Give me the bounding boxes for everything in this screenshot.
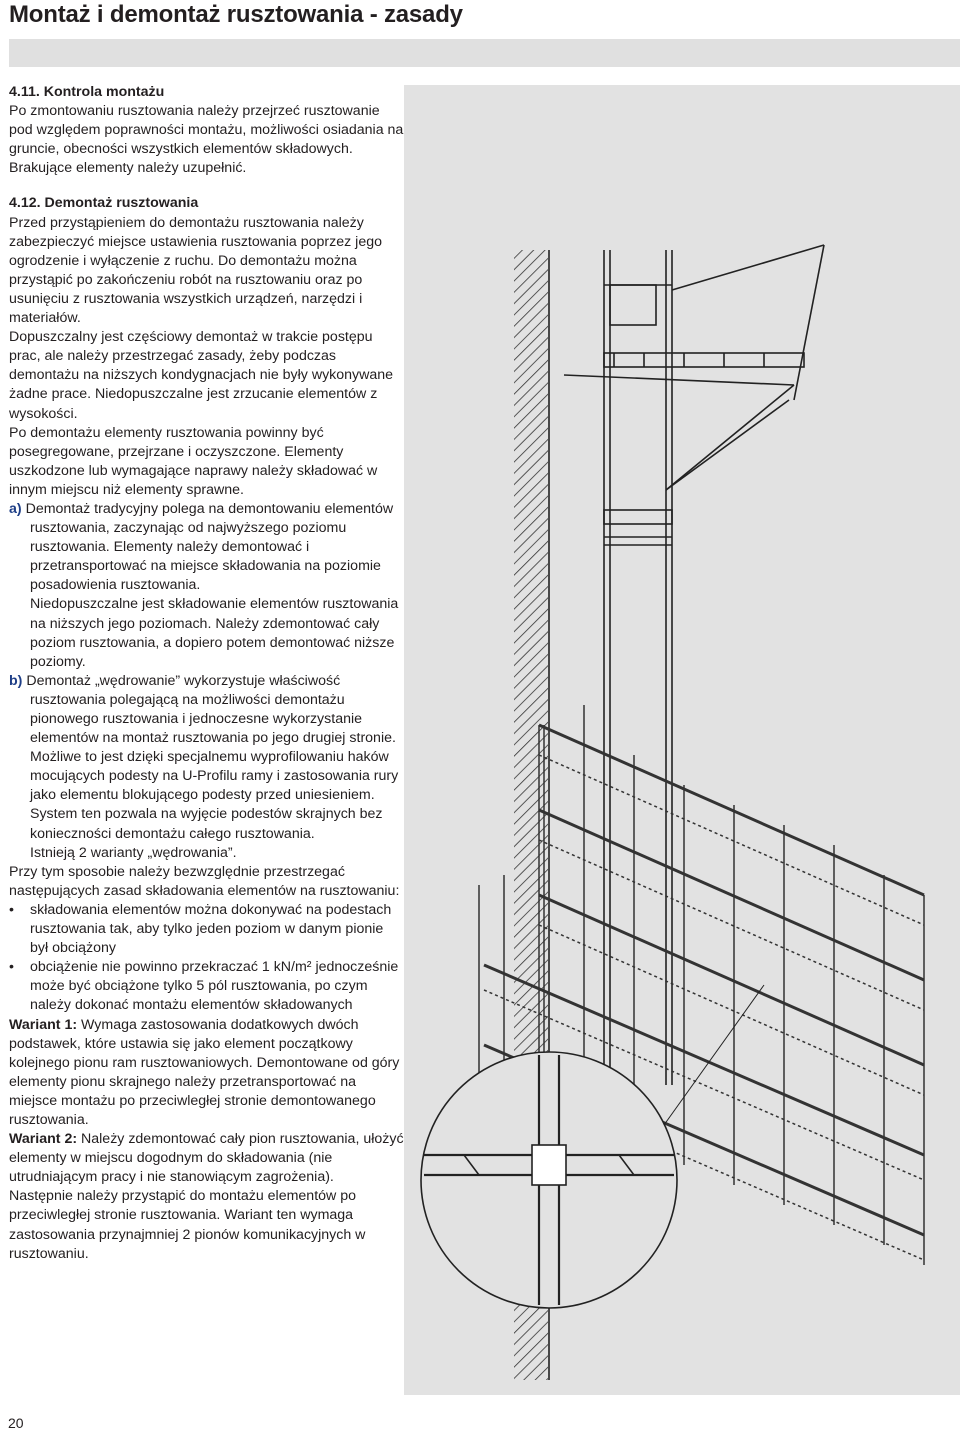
paragraph: Dopuszczalny jest częściowy demontaż w trakcie postępu prac, ale należy przestrzegać zasady, żeby podczas demontażu na niższych kondygnacjach nie były wykonywane żadne prace. Niedopuszczalne jest zrzucanie elementów z wysokości.: [9, 329, 394, 422]
text-column: [9, 83, 404, 1264]
item-label: b): [9, 672, 23, 689]
list-item-b: [9, 672, 404, 844]
variant-1: Wariant 1: Wymaga zastosowania dodatkowych dwóch podstawek, które ustawia się jako element początkowy kolejnego pionu ram rusztowaniowych. Demontowane od góry elementy pionu skrajnego należy przetransportować na miejsce montażu po przeciwległej stronie demontowanego rusztowania.: [9, 1016, 400, 1128]
paragraph: Przed przystąpieniem do demontażu rusztowania należy zabezpieczyć miejsce ustawienia rusztowania poprzez jego ogrodzenie i wyłączenie z ruchu. Do demontażu można przystąpić po zakończeniu robót na rusztowaniu oraz po usunięciu z rusztowania wszystkich urządzeń, narzędzi i materiałów.: [9, 214, 383, 327]
item-a-continuation: Niedopuszczalne jest składowanie elementów rusztowania na niższych jego poziomach. Należy zdemontować cały poziom rusztowania, a dopiero potem demontować niższe poziomy.: [30, 596, 399, 670]
paragraph: Następnie należy przystąpić do montażu elementów po przeciwległej stronie rusztowania. Wariant ten wymaga zastosowania przynajmniej 2 pionów komunikacyjnych w rusztowaniu.: [9, 1188, 366, 1262]
bullet-icon: •: [9, 959, 14, 976]
section-heading: 4.11. Kontrola montażu: [9, 84, 165, 100]
page-number: 20: [8, 1415, 24, 1431]
coupler-detail-drawing: [421, 985, 764, 1308]
technical-drawings: [404, 85, 960, 1395]
variant-2: Wariant 2: Należy zdemontować cały pion rusztowania, ułożyć elementy w miejscu dogodnym do składowania (nie utrudniającym pracy i nie stanowiącym zagrożenia).: [9, 1131, 404, 1186]
item-b-continuation: Istnieją 2 warianty „wędrowania”.: [30, 844, 237, 861]
variant-label: Wariant 1:: [9, 1016, 78, 1033]
item-text: Demontaż tradycyjny polega na demontowaniu elementów rusztowania, zaczynając od najwyższego poziomu rusztowania. Elementy należy demontować i przetransportować na miejsce składowania na poziomie posadowienia rusztowania.: [25, 500, 394, 594]
item-text: Demontaż „wędrowanie” wykorzystuje właściwość rusztowania polegającą na możliwości demontażu pionowego rusztowania i jednoczesne wykorzystanie elementów na montaż rusztowania po jego drugiej stronie. Możliwe to jest dzięki specjalnemu wyprofilowaniu haków mocujących podesty na U-Profilu ramy i zastosowania rury jako elementu blokującego podesty przed uniesieniem. System ten pozwala na wyjęcie podestów skrajnych bez konieczności demontażu całego rusztowania.: [26, 672, 399, 842]
bullet-item: • składowania elementów można dokonywać na podestach rusztowania tak, aby tylko jeden poziom w danym pionie był obciążony: [9, 901, 392, 957]
bullet-item: • obciążenie nie powinno przekraczać 1 kN/m² jednocześnie może być obciążone tylko 5 pól rusztowania, po czym należy dokonać montażu elementów składowanych: [9, 959, 399, 1014]
storage-intro: Przy tym sposobie należy bezwzględnie przestrzegać następujących zasad składowania elementów na rusztowaniu:: [9, 863, 400, 899]
item-label: a): [9, 500, 22, 517]
bullet-icon: •: [9, 901, 14, 918]
paragraph: Po demontażu elementy rusztowania powinny być posegregowane, przejrzane i oczyszczone. Elementy uszkodzone lub wymagające naprawy należy składować w innym miejscu niż elementy sprawne.: [9, 424, 378, 498]
list-item-a: [9, 500, 404, 595]
header-band: [9, 39, 960, 67]
variant-label: Wariant 2:: [9, 1131, 78, 1148]
page-title: Montaż i demontaż rusztowania - zasady: [9, 1, 463, 28]
section-heading: 4.12. Demontaż rusztowania: [9, 195, 199, 212]
paragraph: Po zmontowaniu rusztowania należy przejrzeć rusztowanie pod względem poprawności montażu, możliwości osiadania na gruncie, obecności wszystkich elementów składowych. Brakujące elementy należy uzupełnić.: [9, 103, 404, 177]
